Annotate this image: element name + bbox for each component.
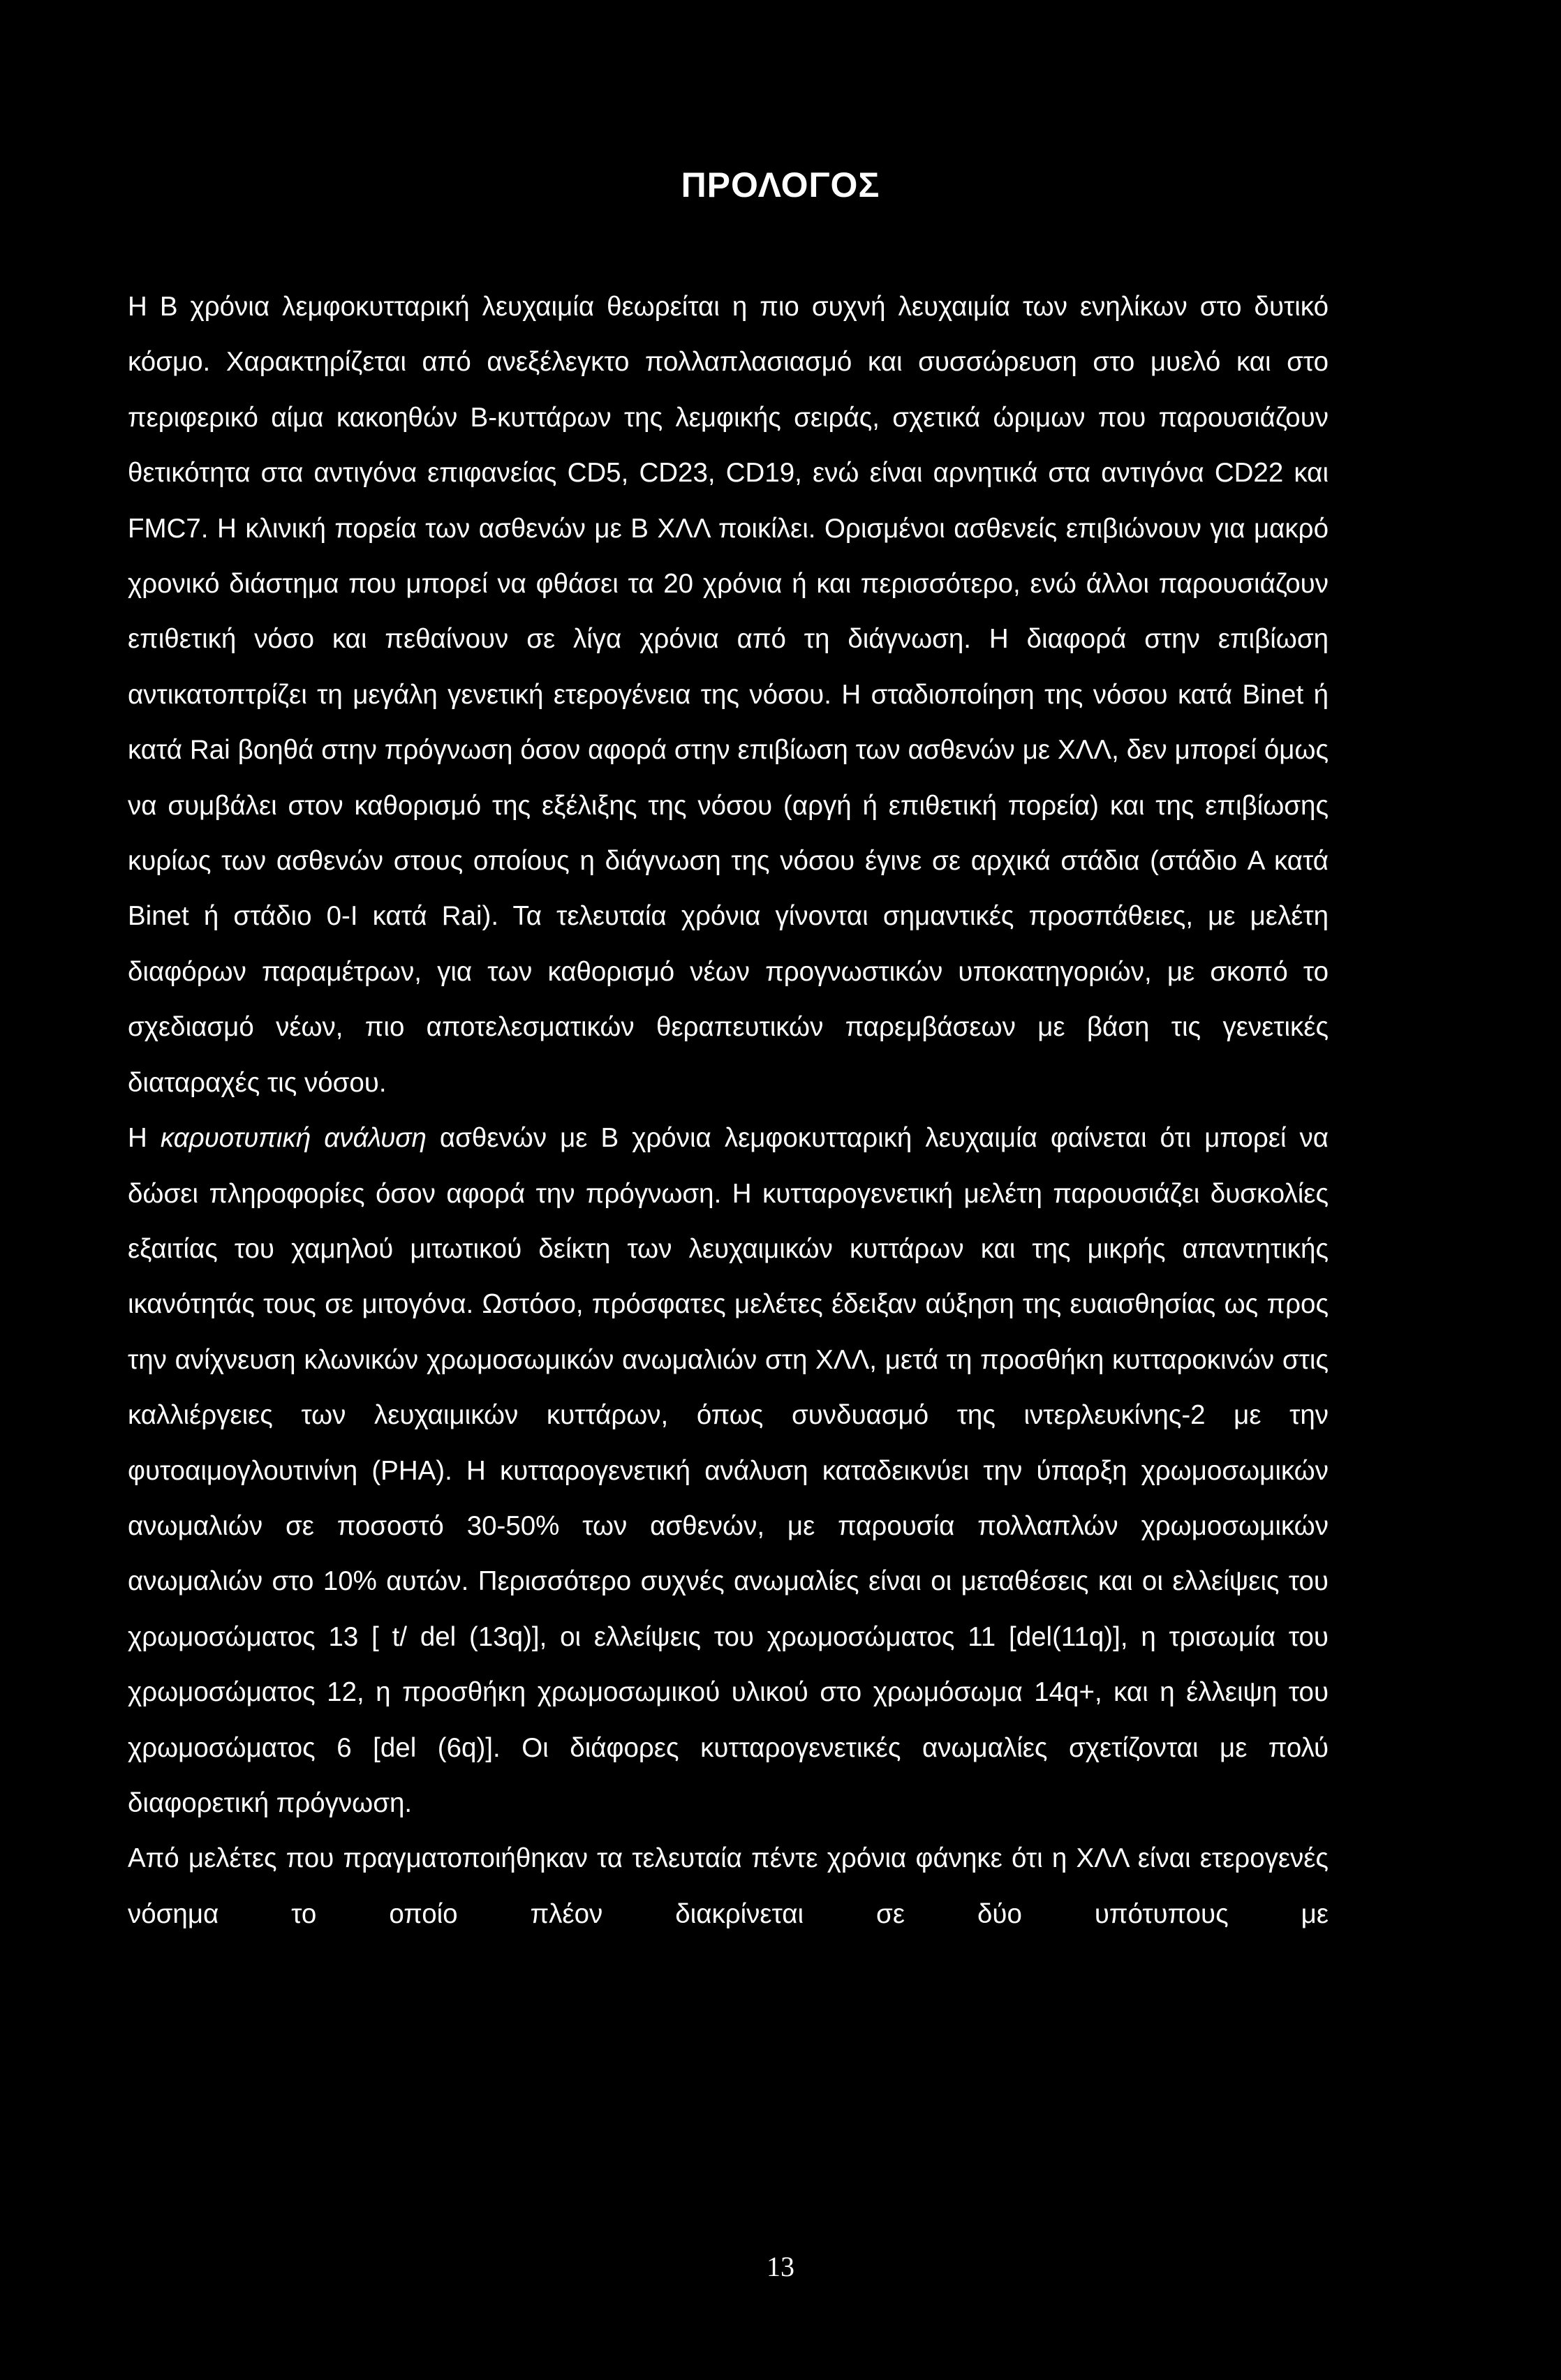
paragraph-karyotype: [128, 1110, 1329, 1831]
paragraph-karyotype-lead: Η: [128, 1123, 161, 1154]
italic-term-karyotypic-analysis: καρυοτυπική ανάλυση: [160, 1123, 427, 1154]
paragraph-karyotype-body: ασθενών με Β χρόνια λεμφοκυτταρική λευχαιμία φαίνεται ότι μπορεί να δώσει πληροφορίες όσον αφορά την πρόγνωση. Η κυτταρογενετική μελέτη παρουσιάζει δυσκολίες εξαιτίας του χαμηλού μιτωτικού δείκτη των λευχαιμικών κυττάρων και της μικρής απαντητικής ικανότητάς τους σε μιτογόνα. Ωστόσο, πρόσφατες μελέτες έδειξαν αύξηση της ευαισθησίας ως προς την ανίχνευση κλωνικών χρωμοσωμικών ανωμαλιών στη ΧΛΛ, μετά τη προσθήκη κυτταροκινών στις καλλιέργειες των λευχαιμικών κυττάρων, όπως συνδυασμό της ιντερλευκίνης-2 με την φυτοαιμογλουτινίνη (PHA). Η κυτταρογενετική ανάλυση καταδεικνύει την ύπαρξη χρωμοσωμικών ανωμαλιών σε ποσοστό 30-50% των ασθενών, με παρουσία πολλαπλών χρωμοσωμικών ανωμαλιών στο 10% αυτών. Περισσότερο συχνές ανωμαλίες είναι οι μεταθέσεις και οι ελλείψεις του χρωμοσώματος 13 [ t/ del (13q)], οι ελλείψεις του χρωμοσώματος 11 [del(11q)], η τρισωμία του χρωμοσώματος 12, η προσθήκη χρωμοσωμικού υλικού στο χρωμόσωμα 14q+, και η έλλειψη του χρωμοσώματος 6 [del (6q)]. Οι διάφορες κυτταρογενετικές ανωμαλίες σχετίζονται με πολύ διαφορετική πρόγνωση.: [128, 1123, 1329, 1818]
page-title: ΠΡΟΛΟΓΟΣ: [681, 165, 880, 204]
body-text: [128, 279, 1329, 1942]
page-number: 13: [767, 2251, 794, 2282]
paragraph-subtypes: Από μελέτες που πραγματοποιήθηκαν τα τελευταία πέντε χρόνια φάνηκε ότι η ΧΛΛ είναι ετερογενές νόσημα το οποίο πλέον διακρίνεται σε δύο υπότυπους με: [128, 1843, 1329, 1929]
paragraph-intro: Η Β χρόνια λεμφοκυτταρική λευχαιμία θεωρείται η πιο συχνή λευχαιμία των ενηλίκων στο δυτικό κόσμο. Χαρακτηρίζεται από ανεξέλεγκτο πολλαπλασιασμό και συσσώρευση στο μυελό και στο περιφερικό αίμα κακοηθών Β-κυττάρων της λεμφικής σειράς, σχετικά ώριμων που παρουσιάζουν θετικότητα στα αντιγόνα επιφανείας CD5, CD23, CD19, ενώ είναι αρνητικά στα αντιγόνα CD22 και FMC7. Η κλινική πορεία των ασθενών με Β ΧΛΛ ποικίλει. Ορισμένοι ασθενείς επιβιώνουν για μακρό χρονικό διάστημα που μπορεί να φθάσει τα 20 χρόνια ή και περισσότερο, ενώ άλλοι παρουσιάζουν επιθετική νόσο και πεθαίνουν σε λίγα χρόνια από τη διάγνωση. Η διαφορά στην επιβίωση αντικατοπτρίζει τη μεγάλη γενετική ετερογένεια της νόσου. Η σταδιοποίηση της νόσου κατά Binet ή κατά Rai βοηθά στην πρόγνωση όσον αφορά στην επιβίωση των ασθενών με ΧΛΛ, δεν μπορεί όμως να συμβάλει στον καθορισμό της εξέλιξης της νόσου (αργή ή επιθετική πορεία) και της επιβίωσης κυρίως των ασθενών στους οποίους η διάγνωση της νόσου έγινε σε αρχικά στάδια (στάδιο A κατά Binet ή στάδιο 0-I κατά Rai). Τα τελευταία χρόνια γίνονται σημαντικές προσπάθειες, με μελέτη διαφόρων παραμέτρων, για των καθορισμό νέων προγνωστικών υποκατηγοριών, με σκοπό το σχεδιασμό νέων, πιο αποτελεσματικών θεραπευτικών παρεμβάσεων με βάση τις γενετικές διαταραχές τις νόσου.: [128, 292, 1329, 1098]
